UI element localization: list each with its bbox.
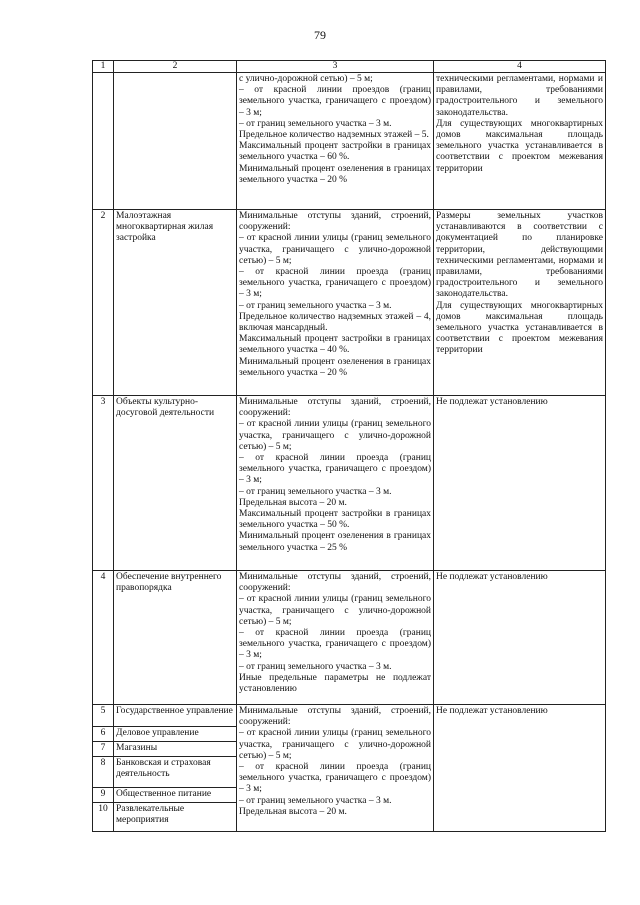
use-type-name: Развлекательные мероприятия [114, 803, 237, 832]
paragraph: Не подлежат установлению [436, 706, 548, 716]
row-number: 7 [93, 742, 114, 757]
row-number: 6 [93, 727, 114, 742]
paragraph: – от границ земельного участка – 3 м. [239, 118, 392, 129]
paragraph: Для существующих многоквартирных домов максимальная площадь земельного участка устанавливается в соответствии с проектом межевания территории [436, 300, 603, 356]
paragraph: – от красной линии улицы (границ земельного участка, граничащего с улично-дорожной сетью) – 5 м; [239, 594, 431, 627]
paragraph: Иные предельные параметры не подлежат установлению [239, 672, 431, 695]
column-number: 2 [114, 61, 237, 73]
paragraph: Размеры земельных участков устанавливаются в соответствии с документацией по планировке территории, действующими техническими регламентами, нормами и правилами, требованиями градостроительного и земельного законодательства. [436, 211, 603, 300]
paragraph: – от красной линии проезда (границ земельного участка, граничащего с проездом) – 3 м; [239, 628, 431, 661]
paragraph: с улично-дорожной сетью) – 5 м; [239, 74, 373, 84]
use-type-name: Объекты культурно-досуговой деятельности [114, 396, 237, 571]
paragraph: Не подлежат установлению [436, 572, 548, 582]
use-type-name: Магазины [114, 742, 237, 757]
paragraph: – от красной линии улицы (границ земельного участка, граничащего с улично-дорожной сетью) – 5 м; [239, 728, 431, 761]
parameters-cell [237, 396, 434, 571]
limits-cell [434, 73, 606, 210]
paragraph: – от красной линии улицы (границ земельного участка, граничащего с улично-дорожной сетью) – 5 м; [239, 233, 431, 266]
paragraph: Минимальные отступы зданий, строений, сооружений: [239, 572, 431, 594]
paragraph: – от красной линии улицы (границ земельного участка, граничащего с улично-дорожной сетью) – 5 м; [239, 419, 431, 452]
paragraph: Минимальный процент озеленения в границах земельного участка – 20 % [239, 163, 431, 185]
table-row [93, 571, 606, 705]
use-type-name: Банковская и страховая деятельность [114, 757, 237, 788]
row-number [93, 73, 114, 210]
paragraph: Предельная высота – 20 м. [239, 806, 347, 817]
paragraph: Минимальные отступы зданий, строений, сооружений: [239, 706, 431, 728]
limits-cell [434, 210, 606, 396]
use-type-name: Общественное питание [114, 788, 237, 803]
paragraph: Минимальные отступы зданий, строений, сооружений: [239, 397, 431, 419]
paragraph: – от красной линии проездов (границ земельного участка, граничащего с проездом) – 3 м; [239, 85, 431, 118]
column-number: 1 [93, 61, 114, 73]
row-number: 9 [93, 788, 114, 803]
row-number: 4 [93, 571, 114, 705]
paragraph: Максимальный процент застройки в границах земельного участка – 60 %. [239, 141, 431, 163]
row-number: 5 [93, 705, 114, 727]
paragraph: – от границ земельного участка – 3 м. [239, 300, 392, 311]
limits-cell [434, 571, 606, 705]
paragraph: – от красной линии проезда (границ земельного участка, граничащего с проездом) – 3 м; [239, 453, 431, 486]
paragraph: – от красной линии проезда (границ земельного участка, граничащего с проездом) – 3 м; [239, 267, 431, 300]
paragraph: Предельное количество надземных этажей – 5. [239, 130, 429, 141]
paragraph: Минимальные отступы зданий, строений, сооружений: [239, 211, 431, 233]
paragraph: – от границ земельного участка – 3 м. [239, 486, 392, 497]
paragraph: Максимальный процент застройки в границах земельного участка – 50 %. [239, 509, 431, 531]
column-number-row [93, 61, 606, 73]
parameters-cell [237, 705, 434, 832]
paragraph: Предельное количество надземных этажей – 4, включая мансардный. [239, 311, 431, 334]
table-row [93, 396, 606, 571]
column-number: 4 [434, 61, 606, 73]
parameters-cell [237, 571, 434, 705]
use-type-name: Обеспечение внутреннего правопорядка [114, 571, 237, 705]
regulations-table [92, 60, 606, 832]
row-number: 8 [93, 757, 114, 788]
paragraph: Максимальный процент застройки в границах земельного участка – 40 %. [239, 334, 431, 356]
paragraph: Для существующих многоквартирных домов максимальная площадь земельного участка устанавливается в соответствии с проектом межевания территории [436, 118, 603, 174]
table-row [93, 210, 606, 396]
paragraph: – от красной линии проезда (границ земельного участка, граничащего с проездом) – 3 м; [239, 762, 431, 795]
paragraph: Предельная высота – 20 м. [239, 497, 347, 508]
paragraph: Минимальный процент озеленения в границах земельного участка – 20 % [239, 356, 431, 378]
paragraph: Не подлежат установлению [436, 397, 548, 407]
limits-cell [434, 705, 606, 832]
row-number: 10 [93, 803, 114, 832]
table-row [93, 705, 606, 727]
paragraph: – от границ земельного участка – 3 м. [239, 661, 392, 672]
paragraph: – от границ земельного участка – 3 м. [239, 795, 392, 806]
row-number: 2 [93, 210, 114, 396]
limits-cell [434, 396, 606, 571]
use-type-name: Малоэтажная многоквартирная жилая застройка [114, 210, 237, 396]
parameters-cell [237, 210, 434, 396]
use-type-name: Деловое управление [114, 727, 237, 742]
use-type-name [114, 73, 237, 210]
paragraph: техническими регламентами, нормами и правилами, требованиями градостроительного и земельного законодательства. [436, 74, 603, 118]
column-number: 3 [237, 61, 434, 73]
use-type-name: Государственное управление [114, 705, 237, 727]
paragraph: Минимальный процент озеленения в границах земельного участка – 25 % [239, 531, 431, 553]
table-row [93, 73, 606, 210]
parameters-cell [237, 73, 434, 210]
page-number: 79 [314, 28, 326, 42]
row-number: 3 [93, 396, 114, 571]
